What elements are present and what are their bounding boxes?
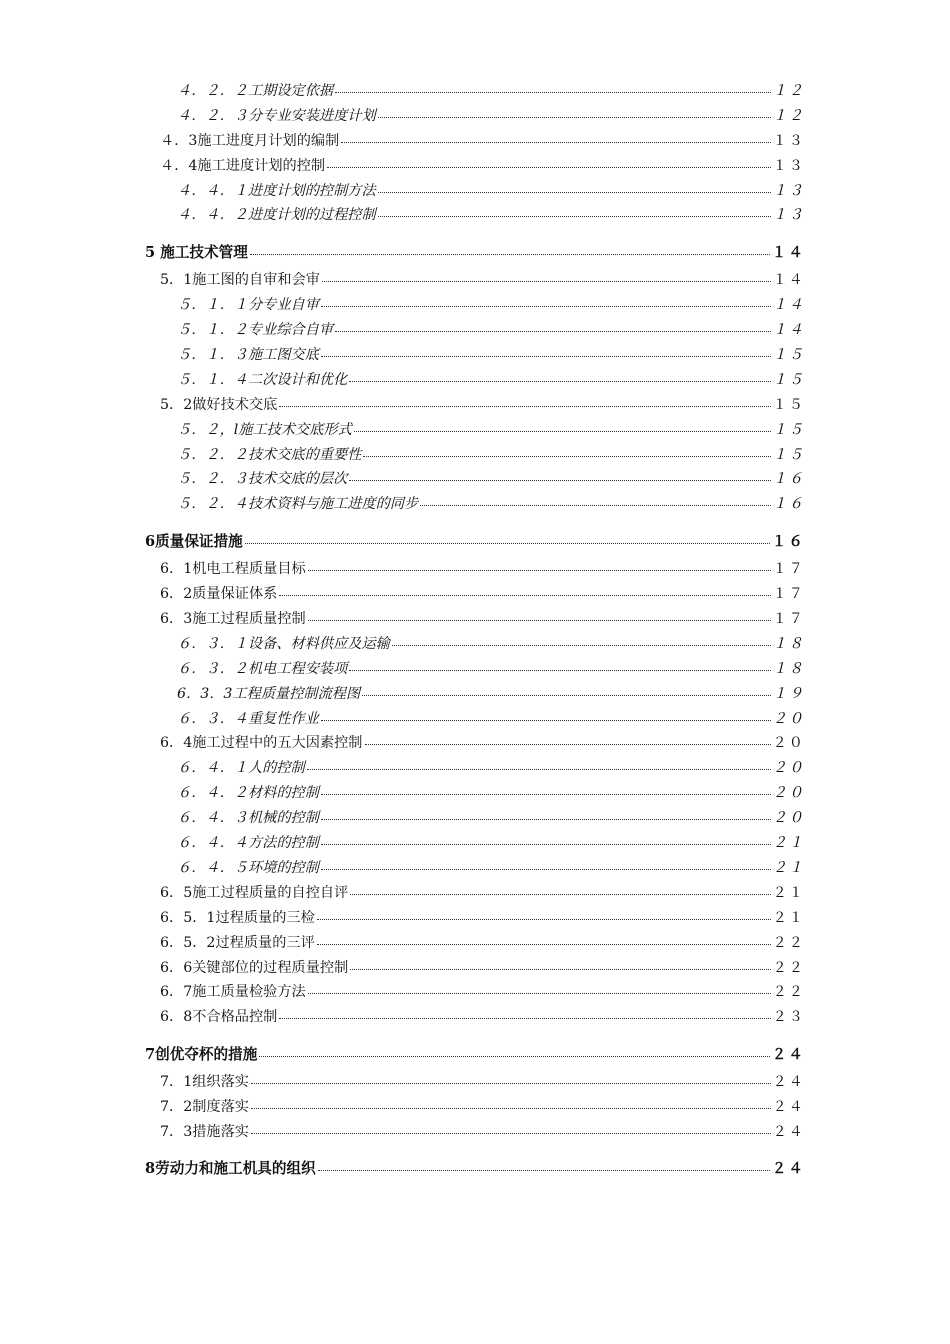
toc-entry[interactable] [145, 832, 805, 857]
toc-entry-title: ５．１．４二次设计和优化 [177, 371, 348, 388]
toc-entry[interactable] [145, 180, 805, 205]
dot-leader [317, 919, 771, 920]
toc-entry-page: １７ [772, 561, 805, 578]
dot-leader [321, 844, 771, 845]
toc-entry-page: ２２ [772, 984, 805, 1001]
toc-entry[interactable] [145, 633, 805, 658]
toc-entry-page: １７ [772, 611, 805, 628]
toc-entry-title: 6．5．2过程质量的三评 [160, 934, 315, 951]
toc-entry-title: ４．3施工进度月计划的编制 [160, 132, 340, 149]
dot-leader [349, 381, 770, 382]
toc-entry-page: ２４ [771, 1045, 805, 1063]
toc-entry-title: 7．1组织落实 [160, 1074, 249, 1091]
toc-entry-title: ６．４．２材料的控制 [177, 785, 319, 802]
toc-entry-title: ５．２．２技术交底的重要性 [177, 446, 362, 463]
dot-leader [341, 142, 770, 143]
dot-leader [350, 894, 770, 895]
dot-leader [378, 192, 771, 193]
toc-entry[interactable] [145, 981, 805, 1006]
toc-entry-page: １３ [772, 207, 805, 224]
toc-entry-page: １６ [772, 471, 805, 488]
toc-entry-title: 6．4施工过程中的五大因素控制 [160, 735, 363, 752]
toc-entry[interactable] [145, 1146, 805, 1186]
toc-entry-title: ６．３．１设备、材料供应及运输 [177, 635, 390, 652]
toc-entry[interactable] [145, 130, 805, 155]
toc-entry[interactable] [145, 882, 805, 907]
toc-entry-page: １４ [771, 243, 805, 261]
toc-entry-page: ２１ [772, 884, 805, 901]
toc-entry-title: ６．３．４重复性作业 [177, 710, 319, 727]
dot-leader [279, 406, 770, 407]
toc-entry-page: ２２ [772, 959, 805, 976]
toc-entry[interactable] [145, 583, 805, 608]
toc-entry-page: １６ [772, 496, 805, 513]
toc-entry-page: １３ [772, 182, 805, 199]
toc-entry-title: 6．3施工过程质量控制 [160, 611, 306, 628]
toc-entry[interactable] [145, 932, 805, 957]
toc-entry[interactable] [145, 229, 805, 269]
toc-entry-page: ２１ [772, 835, 805, 852]
dot-leader [349, 670, 770, 671]
toc-entry[interactable] [145, 907, 805, 932]
toc-entry-page: ２０ [772, 710, 805, 727]
toc-entry-page: １４ [772, 322, 805, 339]
toc-entry[interactable] [145, 319, 805, 344]
toc-entry-title: 7创优夺杯的措施 [145, 1045, 258, 1063]
toc-entry[interactable] [145, 155, 805, 180]
toc-entry-page: １４ [772, 272, 805, 289]
dot-leader [279, 595, 770, 596]
toc-entry[interactable] [145, 857, 805, 882]
toc-entry-page: ２０ [772, 785, 805, 802]
toc-entry-title: 6．5施工过程质量的自控自评 [160, 884, 349, 901]
dot-leader [321, 869, 771, 870]
dot-leader [245, 543, 770, 544]
toc-entry[interactable] [145, 558, 805, 583]
toc-entry[interactable] [145, 1031, 805, 1071]
dot-leader [308, 620, 771, 621]
dot-leader [335, 92, 771, 93]
toc-entry-page: １２ [772, 83, 805, 99]
toc-entry[interactable] [145, 1121, 805, 1146]
toc-entry-page: １３ [772, 132, 805, 149]
toc-entry-page: ２４ [771, 1160, 805, 1178]
toc-entry[interactable] [145, 105, 805, 130]
dot-leader [251, 1108, 771, 1109]
toc-entry-title: 5 施工技术管理 [145, 243, 248, 261]
dot-leader [362, 695, 770, 696]
toc-entry-title: 6．2质量保证体系 [160, 586, 278, 603]
toc-entry-title: ５．２．４技术资料与施工进度的同步 [177, 496, 419, 513]
toc-entry-page: １９ [772, 685, 805, 702]
toc-entry-title: ４．4施工进度计划的控制 [160, 157, 326, 174]
toc-entry[interactable] [145, 269, 805, 294]
toc-entry[interactable] [145, 419, 805, 444]
toc-entry-title: ５．１．３施工图交底 [177, 347, 319, 364]
toc-entry-title: 7．2制度落实 [160, 1099, 249, 1116]
dot-leader [335, 331, 771, 332]
dot-leader [354, 431, 771, 432]
toc-entry-title: ５．２．３技术交底的层次 [177, 471, 348, 488]
toc-entry-page: １５ [772, 371, 805, 388]
toc-entry[interactable] [145, 1071, 805, 1096]
dot-leader [259, 1056, 769, 1057]
toc-entry-title: ６．３．２机电工程安装项 [177, 660, 348, 677]
toc-entry-page: １６ [771, 532, 805, 550]
toc-entry-page: １５ [772, 396, 805, 413]
toc-entry[interactable] [145, 468, 805, 493]
dot-leader [363, 456, 770, 457]
toc-entry-title: ５．２，l施工技术交底形式 [177, 421, 352, 438]
toc-entry-page: ２３ [772, 1009, 805, 1026]
dot-leader [251, 1083, 771, 1084]
dot-leader [250, 254, 770, 255]
dot-leader [350, 969, 770, 970]
toc-entry-page: １７ [772, 586, 805, 603]
toc-entry-title: 7．3措施落实 [160, 1123, 249, 1140]
toc-entry-title: ６．４．３机械的控制 [177, 810, 319, 827]
toc-entry[interactable] [145, 658, 805, 683]
toc-entry-page: ２０ [772, 760, 805, 777]
toc-entry-title: 5．1施工图的自审和会审 [160, 272, 320, 289]
toc-entry-title: 6．1机电工程质量目标 [160, 561, 306, 578]
toc-entry-title: 6质量保证措施 [145, 532, 243, 550]
toc-entry[interactable] [145, 493, 805, 518]
toc-entry-title: 6．7施工质量检验方法 [160, 984, 306, 1001]
dot-leader [321, 356, 771, 357]
toc-entry[interactable] [145, 369, 805, 394]
dot-leader [322, 281, 771, 282]
dot-leader [378, 216, 771, 217]
toc-entry-page: ２１ [772, 909, 805, 926]
toc-entry-title: 6．6关键部位的过程质量控制 [160, 959, 349, 976]
dot-leader [321, 306, 771, 307]
toc-entry[interactable] [145, 757, 805, 782]
dot-leader [279, 1018, 770, 1019]
toc-entry[interactable] [145, 294, 805, 319]
toc-entry[interactable] [145, 708, 805, 733]
toc-entry-title: 5．2做好技术交底 [160, 396, 278, 413]
dot-leader [317, 944, 771, 945]
toc-entry[interactable] [145, 80, 805, 105]
toc-entry[interactable] [145, 683, 805, 708]
toc-entry-title: 8劳动力和施工机具的组织 [145, 1160, 316, 1178]
dot-leader [321, 819, 771, 820]
dot-leader [378, 117, 771, 118]
toc-entry-title: ４．２．２工期设定依据 [177, 83, 334, 99]
table-of-contents [145, 80, 805, 1186]
toc-entry-title: ４．４．２进度计划的过程控制 [177, 207, 376, 224]
toc-entry-title: ５．１．２专业综合自审 [177, 322, 334, 339]
toc-entry-page: １５ [772, 446, 805, 463]
toc-entry-page: １４ [772, 297, 805, 314]
toc-entry[interactable] [145, 444, 805, 469]
toc-entry[interactable] [145, 782, 805, 807]
toc-entry-page: ２０ [772, 810, 805, 827]
toc-entry-title: ４．２．３分专业安装进度计划 [177, 107, 376, 124]
dot-leader [420, 505, 770, 506]
toc-entry[interactable] [145, 394, 805, 419]
toc-entry-title: ６．４．５环境的控制 [177, 859, 319, 876]
toc-entry-title: 6．8不合格品控制 [160, 1009, 278, 1026]
toc-entry[interactable] [145, 807, 805, 832]
toc-entry-title: ６．４．４方法的控制 [177, 835, 319, 852]
toc-entry-title: ６．４．１人的控制 [177, 760, 305, 777]
toc-entry-title: ５．１．１分专业自审 [177, 297, 319, 314]
dot-leader [321, 794, 771, 795]
dot-leader [318, 1170, 770, 1171]
dot-leader [321, 720, 771, 721]
dot-leader [307, 769, 771, 770]
toc-entry-title: ４．４．１进度计划的控制方法 [177, 182, 376, 199]
toc-entry[interactable] [145, 204, 805, 229]
toc-entry-page: １３ [772, 157, 805, 174]
toc-entry-page: ２１ [772, 859, 805, 876]
toc-entry-page: ２０ [772, 735, 805, 752]
toc-entry-page: ２４ [772, 1074, 805, 1091]
dot-leader [327, 167, 771, 168]
toc-entry[interactable] [145, 344, 805, 369]
dot-leader [308, 570, 771, 571]
dot-leader [349, 480, 770, 481]
toc-entry-page: １５ [772, 421, 805, 438]
toc-entry[interactable] [145, 1006, 805, 1031]
toc-entry[interactable] [145, 957, 805, 982]
dot-leader [308, 993, 771, 994]
toc-entry[interactable] [145, 608, 805, 633]
toc-entry[interactable] [145, 518, 805, 558]
dot-leader [392, 645, 771, 646]
toc-entry-title: 6．5．1过程质量的三检 [160, 909, 315, 926]
toc-entry[interactable] [145, 732, 805, 757]
toc-entry-page: ２４ [772, 1123, 805, 1140]
dot-leader [365, 744, 771, 745]
toc-entry-page: ２２ [772, 934, 805, 951]
toc-entry-page: ２４ [772, 1099, 805, 1116]
toc-entry-page: １５ [772, 347, 805, 364]
toc-entry-title: 6．3．3工程质量控制流程图 [177, 685, 361, 702]
dot-leader [251, 1133, 771, 1134]
toc-entry-page: １８ [772, 660, 805, 677]
toc-entry-page: １２ [772, 107, 805, 124]
toc-entry[interactable] [145, 1096, 805, 1121]
toc-entry-page: １８ [772, 635, 805, 652]
